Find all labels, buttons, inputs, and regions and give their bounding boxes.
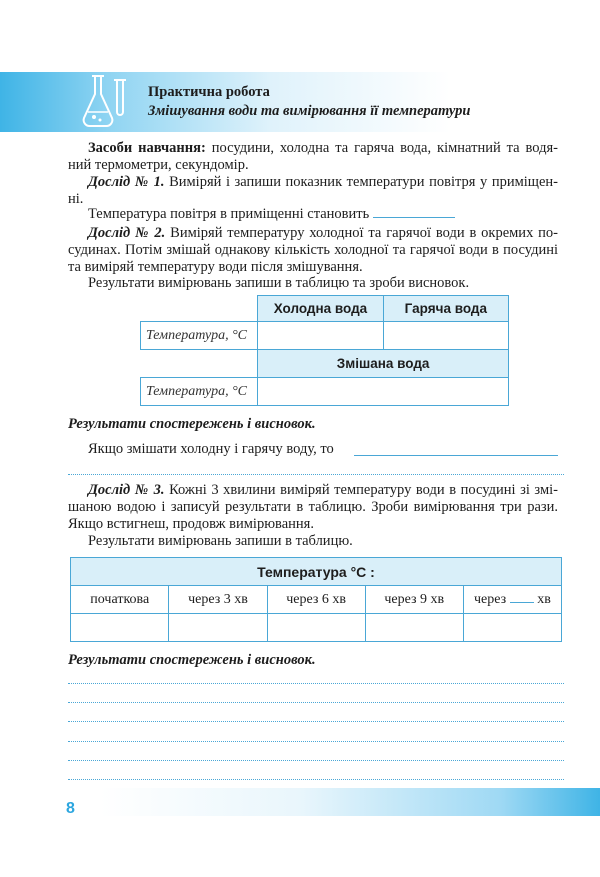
temp-9-min-cell[interactable] (365, 614, 463, 642)
hot-water-cell[interactable] (383, 322, 508, 350)
answer-line-4[interactable] (68, 741, 564, 742)
exp1-line-1 (88, 174, 558, 191)
cold-water-cell[interactable] (258, 322, 383, 350)
exp2-line-2: судинах. Потім змішай однакову кількість холодної та гарячої води в посудині (68, 242, 558, 258)
flask-icon (78, 70, 138, 134)
table1-empty-corner (141, 296, 258, 322)
mixing-table (140, 295, 509, 406)
col-hot-water: Гаряча вода (383, 296, 508, 322)
exp2-line-1 (88, 225, 558, 242)
intro-text-1: посудини, холодна та гаряча вода, кімнатний та водя- (205, 140, 558, 156)
exp3-line-1 (88, 482, 558, 499)
col-cold-water: Холодна вода (258, 296, 383, 322)
page-title: Практична робота (148, 84, 270, 100)
exp3-label: Дослід № 3. (88, 482, 165, 498)
answer-line-2[interactable] (68, 702, 564, 703)
mixed-water-cell[interactable] (258, 378, 509, 406)
results1-text: Якщо змішати холодну і гарячу воду, то (88, 441, 334, 457)
answer-line-1[interactable] (68, 683, 564, 684)
col-mixed-water: Змішана вода (258, 350, 509, 378)
results1-sentence (88, 441, 334, 458)
table1-empty-left (141, 350, 258, 378)
row-temperature-label-2: Температура, °С (141, 378, 258, 406)
table2-header: Температура °С : (71, 558, 562, 586)
exp3-line-4: Результати вимірювань запиши в таблицю. (88, 533, 353, 549)
col-9-min: через 9 хв (365, 586, 463, 614)
intro-line-2: ний термометри, секундомір. (68, 157, 249, 173)
exp1-line-3 (88, 206, 455, 223)
temp-custom-cell[interactable] (463, 614, 561, 642)
exp2-label: Дослід № 2. (88, 225, 166, 241)
conclusion-line-2[interactable] (68, 474, 564, 475)
intro-line-1 (88, 140, 558, 157)
temp-6-min-cell[interactable] (267, 614, 365, 642)
intro-label: Засоби навчання: (88, 140, 206, 156)
col-custom-min (463, 586, 561, 614)
custom-minutes-blank[interactable] (510, 602, 534, 603)
answer-line-6[interactable] (68, 779, 564, 780)
answer-line-5[interactable] (68, 760, 564, 761)
results1-heading: Результати спостережень і висновок. (68, 416, 316, 432)
initial-temp-cell[interactable] (71, 614, 169, 642)
col-initial: початкова (71, 586, 169, 614)
page-subtitle: Змішування води та вимірювання її температури (148, 103, 471, 119)
page-number: 8 (66, 800, 75, 817)
exp3-line-3: Якщо встигнеш, продовж вимірювання. (68, 516, 314, 532)
col-3-min: через 3 хв (169, 586, 267, 614)
exp2-text-1: Виміряй температуру холодної та гарячої води в окремих по- (165, 225, 558, 241)
row-temperature-label: Температура, °С (141, 322, 258, 350)
exp3-line-2: шаною водою і записуй результати в таблицю. Зроби вимірювання три рази. (68, 499, 558, 515)
temp-3-min-cell[interactable] (169, 614, 267, 642)
results2-heading: Результати спостережень і висновок. (68, 652, 316, 668)
footer-band (100, 788, 600, 816)
exp2-line-4: Результати вимірювань запиши в таблицю та зроби висновок. (88, 275, 470, 291)
time-temperature-table (70, 557, 562, 642)
exp1-line-2: ні. (68, 191, 84, 207)
air-temperature-blank[interactable] (373, 217, 455, 218)
exp1-label: Дослід № 1. (88, 174, 165, 190)
answer-line-3[interactable] (68, 721, 564, 722)
col-custom-suffix: хв (537, 591, 551, 607)
col-6-min: через 6 хв (267, 586, 365, 614)
exp3-text-1: Кожні 3 хвилини виміряй температуру води в посудині зі змі- (164, 482, 558, 498)
exp2-line-3: та виміряй температуру води після змішування. (68, 259, 363, 275)
col-custom-prefix: через (474, 591, 507, 607)
conclusion-blank-1[interactable] (354, 455, 558, 456)
exp1-text-1: Виміряй і запиши показник температури повітря у приміщен- (164, 174, 558, 190)
exp1-text-3: Температура повітря в приміщенні становить (88, 206, 370, 222)
